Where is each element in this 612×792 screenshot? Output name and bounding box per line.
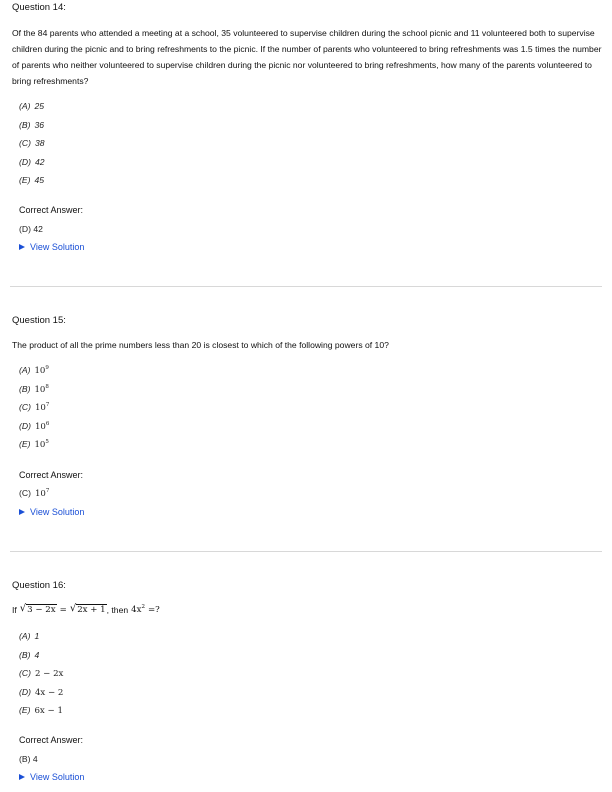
divider [10,286,602,287]
option-c[interactable]: (C) 38 [19,138,45,149]
sqrt-expression: √ 2x + 1 [69,603,106,615]
play-triangle-icon [19,774,25,780]
question-15-options [19,361,49,454]
option-a[interactable]: (A) 1 [19,631,40,641]
option-b[interactable]: (B) $10^8$ [19,383,49,395]
option-e[interactable]: (E) $10^5$ [19,439,49,451]
option-c[interactable]: (C) $10^7$ [19,402,50,414]
option-d[interactable]: (D) 42 [19,156,45,167]
question-14-options [19,97,45,190]
view-solution-link[interactable]: View Solution [19,507,84,517]
option-c[interactable]: (C) 2 − 2x [19,668,64,680]
option-a[interactable]: (A) $10^9$ [19,365,49,376]
question-16-options [19,627,63,720]
question-15-title: Question 15: [12,315,66,326]
correct-answer-label: Correct Answer: [19,735,84,745]
play-triangle-icon [19,509,25,515]
sqrt-expression: √ 3 − 2x [19,603,56,615]
option-d[interactable]: (D) $10^6$ [19,420,50,432]
option-e[interactable]: (E) 6x − 1 [19,705,63,717]
question-15-text: The product of all the prime numbers less than 20 is closest to which of the following powers of 10? [12,340,389,350]
question-14-text: Of the 84 parents who attended a meeting at a school, 35 volunteered to supervise children during the school picnic and 11 volunteered both to supervise children during the picnic and to bring refreshments to the picnic. If the number of parents who volunteered to bring refreshments was 1.5 times the number of parents who neither volunteered to supervise children during the picnic nor volunteered to bring refreshments, how many of the parents volunteered to bring refreshments? [12,28,602,86]
correct-answer-label: Correct Answer: [19,470,84,480]
correct-answer-value: (B) 4 [19,754,38,764]
correct-answer-value: (C) $10^7$ [19,488,50,499]
question-14-title: Question 14: [12,2,66,13]
question-16-title: Question 16: [12,580,66,591]
option-b[interactable]: (B) 4 [19,649,40,660]
option-e[interactable]: (E) 45 [19,175,45,186]
question-16-text: If √ 3 − 2x = √ 2x + 1 , then $4x^2$ =? [12,603,160,615]
correct-answer-label: Correct Answer: [19,205,84,215]
correct-answer-value: (D) 42 [19,224,43,234]
view-solution-link[interactable]: View Solution [19,242,84,252]
divider [10,551,602,552]
option-d[interactable]: (D) 4x − 2 [19,686,64,698]
play-triangle-icon [19,244,25,250]
option-a[interactable]: (A) 25 [19,101,45,111]
option-b[interactable]: (B) 36 [19,119,45,130]
view-solution-link[interactable]: View Solution [19,772,84,782]
